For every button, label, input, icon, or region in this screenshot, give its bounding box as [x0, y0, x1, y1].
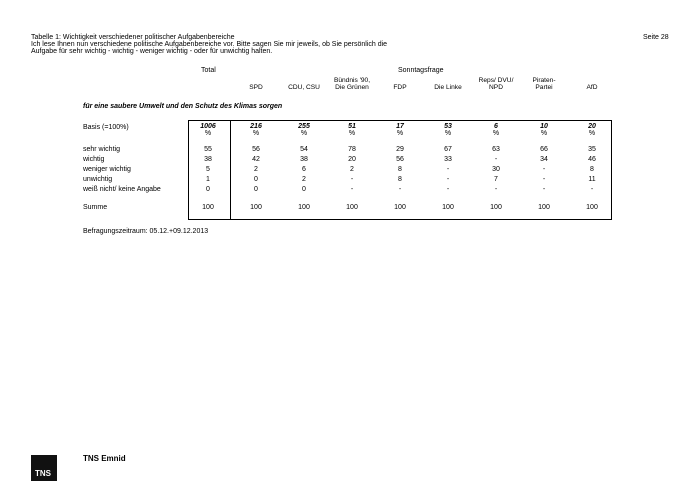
- table-cell: 46: [588, 156, 596, 163]
- pct-afd: %: [588, 130, 596, 137]
- table-cell: 78: [348, 146, 356, 153]
- row-label-summe: Summe: [83, 204, 108, 211]
- table-cell: 6: [302, 166, 306, 173]
- pct-total: %: [204, 130, 212, 137]
- basis-reps: 6: [494, 123, 498, 130]
- table-cell: 0: [254, 176, 258, 183]
- table-cell: -: [446, 176, 450, 183]
- sum-cell: 100: [202, 204, 214, 211]
- table-title: Tabelle 1: Wichtigkeit verschiedener politischer Aufgabenbereiche: [31, 34, 235, 41]
- pct-spd: %: [252, 130, 260, 137]
- table-cell: 2: [254, 166, 258, 173]
- table-cell: -: [398, 186, 402, 193]
- sum-cell: 100: [250, 204, 262, 211]
- table-cell: 63: [492, 146, 500, 153]
- row-label-unwichtig: unwichtig: [83, 176, 113, 183]
- table-cell: -: [590, 186, 594, 193]
- intro-line-2: Aufgabe für sehr wichtig - wichtig - weniger wichtig - oder für unwichtig halten.: [31, 48, 273, 55]
- pct-piraten: %: [540, 130, 548, 137]
- table-cell: 30: [492, 166, 500, 173]
- table-cell: 1: [206, 176, 210, 183]
- table-cell: 33: [444, 156, 452, 163]
- col-header-fdp: FDP: [393, 84, 407, 91]
- table-cell: 56: [396, 156, 404, 163]
- table-cell: 42: [252, 156, 260, 163]
- sum-cell: 100: [442, 204, 454, 211]
- table-cell: 29: [396, 146, 404, 153]
- table-cell: -: [446, 166, 450, 173]
- col-header-gruene-line1: Bündnis '90,: [333, 77, 371, 84]
- basis-gruene: 51: [348, 123, 356, 130]
- col-header-reps-line2: NPD: [489, 84, 503, 91]
- table-cell: 2: [302, 176, 306, 183]
- table-bottom-rule: [188, 219, 612, 220]
- table-cell: -: [542, 176, 546, 183]
- logo-text: TNS: [35, 469, 51, 478]
- total-label: Total: [201, 67, 216, 74]
- sum-cell: 100: [490, 204, 502, 211]
- table-cell: 0: [302, 186, 306, 193]
- pct-cdu: %: [300, 130, 308, 137]
- table-total-divider: [230, 120, 231, 220]
- group-label-sonntagsfrage: Sonntagsfrage: [398, 67, 444, 74]
- table-cell: 66: [540, 146, 548, 153]
- table-cell: 34: [540, 156, 548, 163]
- col-header-piraten-line1: Piraten-: [532, 77, 556, 84]
- table-cell: 2: [350, 166, 354, 173]
- sum-cell: 100: [394, 204, 406, 211]
- table-cell: -: [446, 186, 450, 193]
- section-title: für eine saubere Umwelt und den Schutz des Klimas sorgen: [83, 103, 283, 110]
- basis-linke: 53: [444, 123, 452, 130]
- row-label-weiss-nicht: weiß nicht/ keine Angabe: [83, 186, 161, 193]
- table-cell: 8: [398, 176, 402, 183]
- table-cell: 0: [254, 186, 258, 193]
- table-cell: 35: [588, 146, 596, 153]
- table-cell: 55: [204, 146, 212, 153]
- basis-fdp: 17: [396, 123, 404, 130]
- table-cell: 54: [300, 146, 308, 153]
- table-cell: 20: [348, 156, 356, 163]
- pct-reps: %: [492, 130, 500, 137]
- table-cell: 11: [588, 176, 596, 183]
- basis-total: 1006: [200, 123, 216, 130]
- sum-cell: 100: [346, 204, 358, 211]
- pct-fdp: %: [396, 130, 404, 137]
- row-label-weniger-wichtig: weniger wichtig: [83, 166, 131, 173]
- col-header-afd: AfD: [586, 84, 598, 91]
- basis-afd: 20: [588, 123, 596, 130]
- table-cell: -: [494, 186, 498, 193]
- table-cell: -: [350, 176, 354, 183]
- table-cell: -: [542, 166, 546, 173]
- table-cell: 7: [494, 176, 498, 183]
- row-label-sehr-wichtig: sehr wichtig: [83, 146, 120, 153]
- basis-cdu: 255: [298, 123, 310, 130]
- table-cell: 67: [444, 146, 452, 153]
- basis-spd: 216: [250, 123, 262, 130]
- col-header-reps-line1: Reps/ DVU/: [478, 77, 514, 84]
- table-cell: 38: [204, 156, 212, 163]
- table-cell: 0: [206, 186, 210, 193]
- col-header-piraten-line2: Partei: [535, 84, 553, 91]
- table-cell: 8: [590, 166, 594, 173]
- intro-line-1: Ich lese Ihnen nun verschiedene politische Aufgabenbereiche vor. Bitte sagen Sie mir jeweils, ob Sie persönlich die: [31, 41, 388, 48]
- col-header-gruene-line2: Die Grünen: [335, 84, 369, 91]
- col-header-cdu: CDU, CSU: [288, 84, 320, 91]
- table-cell: -: [494, 156, 498, 163]
- row-label-basis: Basis (=100%): [83, 124, 129, 131]
- sum-cell: 100: [298, 204, 310, 211]
- col-header-spd: SPD: [249, 84, 263, 91]
- sum-cell: 100: [538, 204, 550, 211]
- table-cell: -: [542, 186, 546, 193]
- basis-piraten: 10: [540, 123, 548, 130]
- page-number: Seite 28: [643, 34, 669, 41]
- tns-logo: [31, 455, 57, 481]
- row-label-wichtig: wichtig: [83, 156, 105, 163]
- table-cell: 5: [206, 166, 210, 173]
- pct-gruene: %: [348, 130, 356, 137]
- table-cell: -: [350, 186, 354, 193]
- table-top-rule: [188, 120, 612, 121]
- table-cell: 56: [252, 146, 260, 153]
- table-cell: 8: [398, 166, 402, 173]
- table-cell: 38: [300, 156, 308, 163]
- survey-period-note: Befragungszeitraum: 05.12.+09.12.2013: [83, 228, 209, 235]
- brand-name: TNS Emnid: [83, 454, 126, 463]
- col-header-linke: Die Linke: [434, 84, 462, 91]
- pct-linke: %: [444, 130, 452, 137]
- sum-cell: 100: [586, 204, 598, 211]
